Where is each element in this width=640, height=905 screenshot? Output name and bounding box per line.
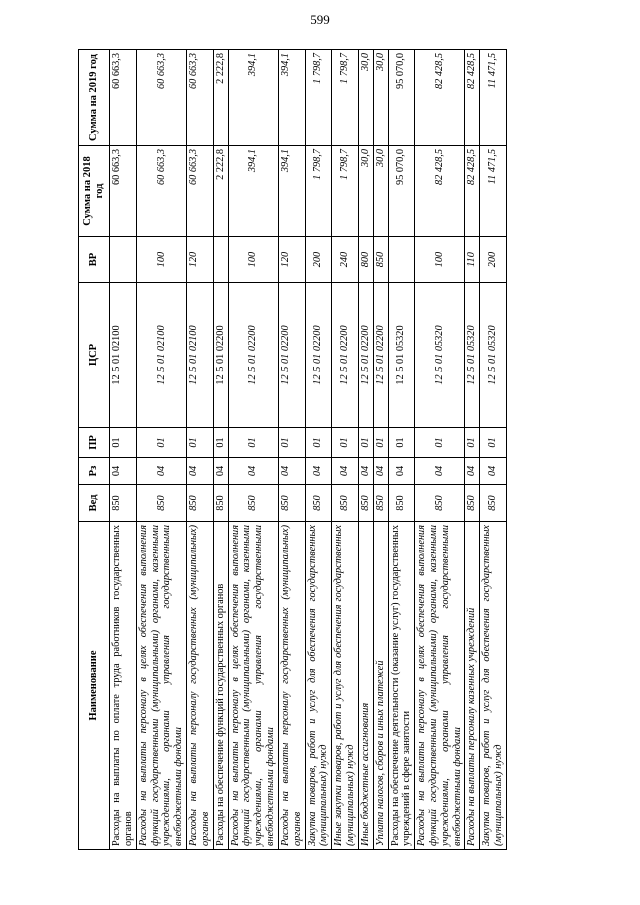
cell-pr: 01 bbox=[278, 428, 305, 458]
cell-vr: 100 bbox=[136, 237, 186, 283]
cell-ved: 850 bbox=[136, 485, 186, 522]
cell-name: Расходы на выплаты персоналу в целях обеспечения выполнения функций государственными (муниципальными) органами, казенными учреждениями, органами управления государственными внебюджетными фондами bbox=[228, 522, 278, 850]
cell-vr bbox=[388, 237, 415, 283]
cell-sum-2018: 394,1 bbox=[228, 146, 278, 237]
cell-sum-2019: 1 798,7 bbox=[305, 50, 332, 146]
cell-ved: 850 bbox=[415, 485, 465, 522]
cell-csr: 12 5 01 02100 bbox=[187, 283, 214, 428]
cell-pr: 01 bbox=[228, 428, 278, 458]
cell-vr: 100 bbox=[228, 237, 278, 283]
cell-rz: 04 bbox=[278, 458, 305, 485]
cell-pr: 01 bbox=[332, 428, 359, 458]
cell-vr: 120 bbox=[278, 237, 305, 283]
table-row bbox=[358, 50, 373, 850]
cell-name: Уплата налогов, сборов и иных платежей bbox=[373, 522, 388, 850]
cell-sum-2019: 394,1 bbox=[228, 50, 278, 146]
table-row bbox=[332, 50, 359, 850]
cell-sum-2018: 30,0 bbox=[358, 146, 373, 237]
cell-ved: 850 bbox=[278, 485, 305, 522]
cell-vr: 200 bbox=[305, 237, 332, 283]
cell-csr: 12 5 01 02200 bbox=[373, 283, 388, 428]
cell-ved: 850 bbox=[110, 485, 137, 522]
table-container bbox=[78, 50, 562, 850]
cell-ved: 850 bbox=[213, 485, 228, 522]
cell-name: Расходы на выплаты по оплате труда работников государственных органов bbox=[110, 522, 137, 850]
cell-pr: 01 bbox=[187, 428, 214, 458]
table-row bbox=[110, 50, 137, 850]
cell-sum-2018: 95 070,0 bbox=[388, 146, 415, 237]
cell-pr: 01 bbox=[305, 428, 332, 458]
table-row bbox=[305, 50, 332, 850]
cell-pr: 01 bbox=[388, 428, 415, 458]
cell-name: Иные бюджетные ассигнования bbox=[358, 522, 373, 850]
cell-rz: 04 bbox=[228, 458, 278, 485]
cell-name: Расходы на обеспечение функций государственных органов bbox=[213, 522, 228, 850]
cell-ved: 850 bbox=[305, 485, 332, 522]
cell-rz: 04 bbox=[110, 458, 137, 485]
cell-sum-2019: 30,0 bbox=[373, 50, 388, 146]
cell-name: Расходы на выплаты персоналу в целях обеспечения выполнения функций государственными (муниципальными) органами, казенными учреждениями, органами управления государственными внебюджетными фондами bbox=[136, 522, 186, 850]
cell-sum-2018: 1 798,7 bbox=[332, 146, 359, 237]
cell-sum-2019: 1 798,7 bbox=[332, 50, 359, 146]
cell-name: Расходы на выплаты персоналу казенных учреждений bbox=[465, 522, 480, 850]
cell-rz: 04 bbox=[415, 458, 465, 485]
table-row bbox=[187, 50, 214, 850]
cell-rz: 04 bbox=[213, 458, 228, 485]
cell-vr bbox=[213, 237, 228, 283]
header-sum-2018: Сумма на 2018 год bbox=[79, 146, 110, 237]
header-name: Наименование bbox=[79, 522, 110, 850]
page-number: 599 bbox=[310, 12, 330, 27]
cell-vr: 100 bbox=[415, 237, 465, 283]
cell-vr: 800 bbox=[358, 237, 373, 283]
cell-sum-2018: 82 428,5 bbox=[465, 146, 480, 237]
cell-rz: 04 bbox=[388, 458, 415, 485]
cell-sum-2019: 394,1 bbox=[278, 50, 305, 146]
cell-sum-2019: 60 663,3 bbox=[136, 50, 186, 146]
cell-csr: 12 5 01 02200 bbox=[305, 283, 332, 428]
cell-ved: 850 bbox=[388, 485, 415, 522]
cell-pr: 01 bbox=[213, 428, 228, 458]
cell-pr: 01 bbox=[110, 428, 137, 458]
rotated-table-region bbox=[78, 50, 562, 850]
cell-name: Расходы на обеспечение деятельности (оказание услуг) государственных учреждений в сфере занятости bbox=[388, 522, 415, 850]
cell-vr: 200 bbox=[480, 237, 507, 283]
cell-sum-2018: 394,1 bbox=[278, 146, 305, 237]
cell-ved: 850 bbox=[373, 485, 388, 522]
cell-pr: 01 bbox=[136, 428, 186, 458]
cell-ved: 850 bbox=[332, 485, 359, 522]
cell-vr: 110 bbox=[465, 237, 480, 283]
cell-sum-2019: 82 428,5 bbox=[465, 50, 480, 146]
cell-sum-2018: 60 663,3 bbox=[187, 146, 214, 237]
cell-csr: 12 5 01 05320 bbox=[388, 283, 415, 428]
table-body bbox=[110, 50, 507, 850]
cell-sum-2019: 11 471,5 bbox=[480, 50, 507, 146]
cell-csr: 12 5 01 02200 bbox=[332, 283, 359, 428]
cell-sum-2019: 30,0 bbox=[358, 50, 373, 146]
header-pr: ПР bbox=[79, 428, 110, 458]
cell-pr: 01 bbox=[373, 428, 388, 458]
cell-sum-2018: 1 798,7 bbox=[305, 146, 332, 237]
cell-vr: 120 bbox=[187, 237, 214, 283]
header-vr: ВР bbox=[79, 237, 110, 283]
table-row bbox=[136, 50, 186, 850]
cell-pr: 01 bbox=[358, 428, 373, 458]
cell-sum-2019: 60 663,3 bbox=[110, 50, 137, 146]
cell-pr: 01 bbox=[465, 428, 480, 458]
cell-rz: 04 bbox=[373, 458, 388, 485]
cell-name: Закупка товаров, работ и услуг для обеспечения государственных (муниципальных) нужд bbox=[480, 522, 507, 850]
cell-name: Иные закупки товаров, работ и услуг для обеспечения государственных (муниципальных) нужд bbox=[332, 522, 359, 850]
cell-csr: 12 5 01 02200 bbox=[358, 283, 373, 428]
cell-rz: 04 bbox=[358, 458, 373, 485]
table-row bbox=[373, 50, 388, 850]
cell-ved: 850 bbox=[480, 485, 507, 522]
budget-table bbox=[78, 49, 507, 850]
cell-sum-2019: 2 222,8 bbox=[213, 50, 228, 146]
table-header-row bbox=[79, 50, 110, 850]
cell-pr: 01 bbox=[480, 428, 507, 458]
cell-rz: 04 bbox=[305, 458, 332, 485]
cell-vr: 240 bbox=[332, 237, 359, 283]
cell-rz: 04 bbox=[187, 458, 214, 485]
cell-vr: 850 bbox=[373, 237, 388, 283]
cell-rz: 04 bbox=[480, 458, 507, 485]
cell-ved: 850 bbox=[358, 485, 373, 522]
cell-sum-2018: 60 663,3 bbox=[110, 146, 137, 237]
table-row bbox=[388, 50, 415, 850]
table-row bbox=[213, 50, 228, 850]
header-ved: Вед bbox=[79, 485, 110, 522]
cell-sum-2019: 60 663,3 bbox=[187, 50, 214, 146]
cell-sum-2018: 82 428,5 bbox=[415, 146, 465, 237]
cell-pr: 01 bbox=[415, 428, 465, 458]
table-row bbox=[415, 50, 465, 850]
cell-csr: 12 5 01 02200 bbox=[213, 283, 228, 428]
cell-csr: 12 5 01 05320 bbox=[465, 283, 480, 428]
cell-sum-2018: 30,0 bbox=[373, 146, 388, 237]
table-row bbox=[480, 50, 507, 850]
cell-sum-2018: 60 663,3 bbox=[136, 146, 186, 237]
cell-sum-2019: 82 428,5 bbox=[415, 50, 465, 146]
cell-csr: 12 5 01 02100 bbox=[110, 283, 137, 428]
cell-name: Расходы на выплаты персоналу в целях обеспечения выполнения функций государственными (муниципальными) органами, казенными учреждениями, органами управления государственными внебюджетными фондами bbox=[415, 522, 465, 850]
cell-name: Расходы на выплаты персоналу государственных (муниципальных) органов bbox=[278, 522, 305, 850]
header-sum-2019: Сумма на 2019 год bbox=[79, 50, 110, 146]
cell-name: Расходы на выплаты персоналу государственных (муниципальных) органов bbox=[187, 522, 214, 850]
cell-rz: 04 bbox=[136, 458, 186, 485]
cell-csr: 12 5 01 05320 bbox=[415, 283, 465, 428]
cell-sum-2018: 2 222,8 bbox=[213, 146, 228, 237]
cell-ved: 850 bbox=[187, 485, 214, 522]
cell-sum-2019: 95 070,0 bbox=[388, 50, 415, 146]
table-row bbox=[278, 50, 305, 850]
table-row bbox=[228, 50, 278, 850]
cell-csr: 12 5 01 02200 bbox=[278, 283, 305, 428]
cell-name: Закупка товаров, работ и услуг для обеспечения государственных (муниципальных) нужд bbox=[305, 522, 332, 850]
cell-sum-2018: 11 471,5 bbox=[480, 146, 507, 237]
cell-csr: 12 5 01 05320 bbox=[480, 283, 507, 428]
header-rz: Рз bbox=[79, 458, 110, 485]
table-row bbox=[465, 50, 480, 850]
header-csr: ЦСР bbox=[79, 283, 110, 428]
cell-ved: 850 bbox=[465, 485, 480, 522]
cell-csr: 12 5 01 02100 bbox=[136, 283, 186, 428]
cell-rz: 04 bbox=[465, 458, 480, 485]
cell-rz: 04 bbox=[332, 458, 359, 485]
cell-csr: 12 5 01 02200 bbox=[228, 283, 278, 428]
cell-ved: 850 bbox=[228, 485, 278, 522]
cell-vr bbox=[110, 237, 137, 283]
